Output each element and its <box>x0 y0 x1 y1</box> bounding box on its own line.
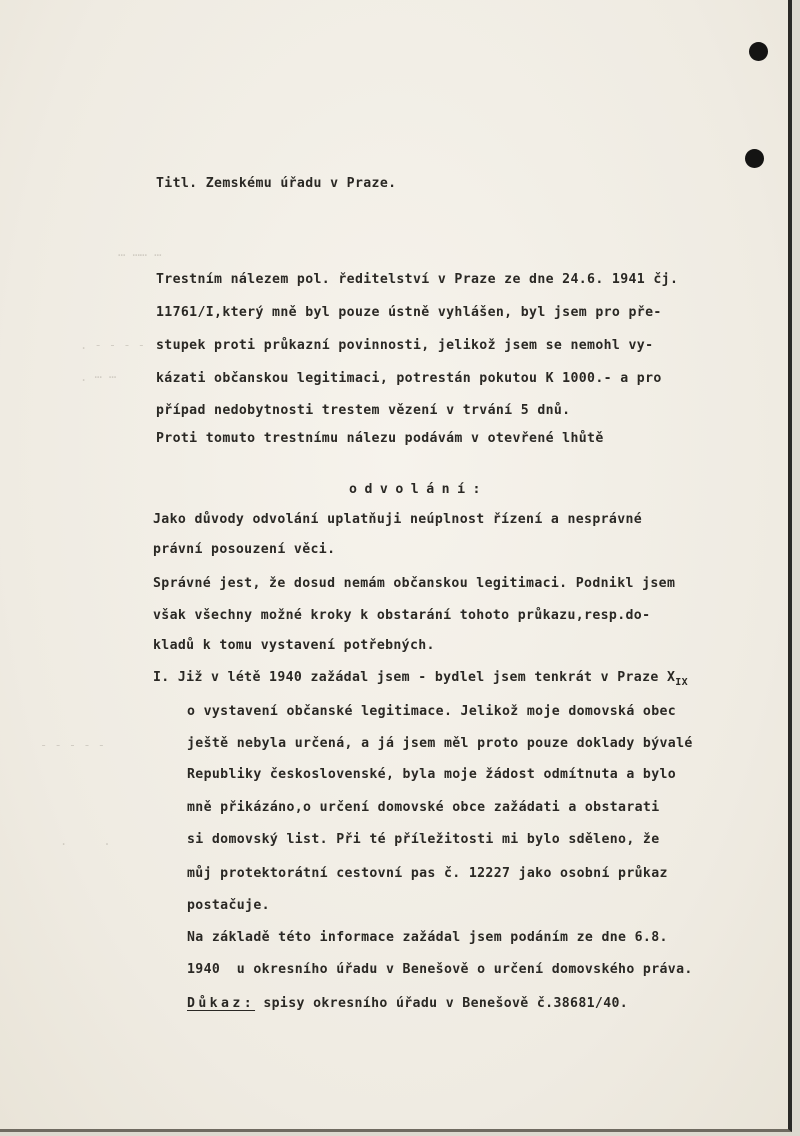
punch-hole <box>745 149 764 168</box>
text-line: si domovský list. Při té příležitosti mi bylo sděleno, že <box>187 832 660 847</box>
text-line: Republiky československé, byla moje žádost odmítnuta a bylo <box>187 767 677 782</box>
text-line: můj protektorátní cestovní pas č. 12227 jako osobní průkaz <box>187 866 668 881</box>
district-subscript: IX <box>675 677 688 688</box>
text-line: právní posouzení věci. <box>153 542 336 557</box>
text-line: postačuje. <box>187 898 270 913</box>
text-line: stupek proti průkazní povinnosti, jelikož jsem se nemohl vy- <box>156 338 654 353</box>
point-one-first-line <box>153 670 688 691</box>
bleed-through-mark: . . <box>60 834 111 848</box>
text-line: Trestním nálezem pol. ředitelství v Praze ze dne 24.6. 1941 čj. <box>156 272 679 287</box>
bleed-through-mark: . ⋯ ⋯ <box>80 370 117 384</box>
text-line: ještě nebyla určená, a já jsem měl proto pouze doklady bývalé <box>187 736 693 751</box>
text-line: Jako důvody odvolání uplatňuji neúplnost řízení a nesprávné <box>153 512 643 527</box>
text-line: o vystavení občanské legitimace. Jelikož moje domovská obec <box>187 704 677 719</box>
text-line: 11761/I,který mně byl pouze ústně vyhlášen, byl jsem pro pře- <box>156 305 662 320</box>
text-run: I. Již v létě 1940 zažádal jsem - bydlel jsem tenkrát v Praze X <box>153 670 676 685</box>
text-line: 1940 u okresního úřadu v Benešově o určení domovského práva. <box>187 962 693 977</box>
bleed-through-mark: - - - - - <box>40 738 106 752</box>
text-line: mně přikázáno,o určení domovské obce zažádati a obstarati <box>187 800 660 815</box>
addressee-line: Titl. Zemskému úřadu v Praze. <box>156 176 397 191</box>
bleed-through-mark: . - - - - <box>80 338 146 352</box>
evidence-text: spisy okresního úřadu v Benešově č.38681/40. <box>255 996 629 1011</box>
evidence-line <box>187 996 628 1012</box>
bleed-through-mark: ⋯ ⋯⋯ ⋯ <box>118 248 162 262</box>
text-line: případ nedobytnosti trestem vězení v trvání 5 dnů. <box>156 403 571 418</box>
text-line: Správné jest, že dosud nemám občanskou legitimaci. Podnikl jsem <box>153 576 676 591</box>
text-line: však všechny možné kroky k obstarání tohoto průkazu,resp.do- <box>153 608 651 623</box>
punch-hole <box>749 42 768 61</box>
evidence-label: Důkaz: <box>187 996 256 1011</box>
text-line: Na základě této informace zažádal jsem podáním ze dne 6.8. <box>187 930 668 945</box>
text-line: Proti tomuto trestnímu nálezu podávám v otevřené lhůtě <box>156 431 604 446</box>
text-line: kladů k tomu vystavení potřebných. <box>153 638 435 653</box>
section-heading: odvolání: <box>349 482 488 497</box>
text-line: kázati občanskou legitimaci, potrestán pokutou K 1000.- a pro <box>156 371 662 386</box>
